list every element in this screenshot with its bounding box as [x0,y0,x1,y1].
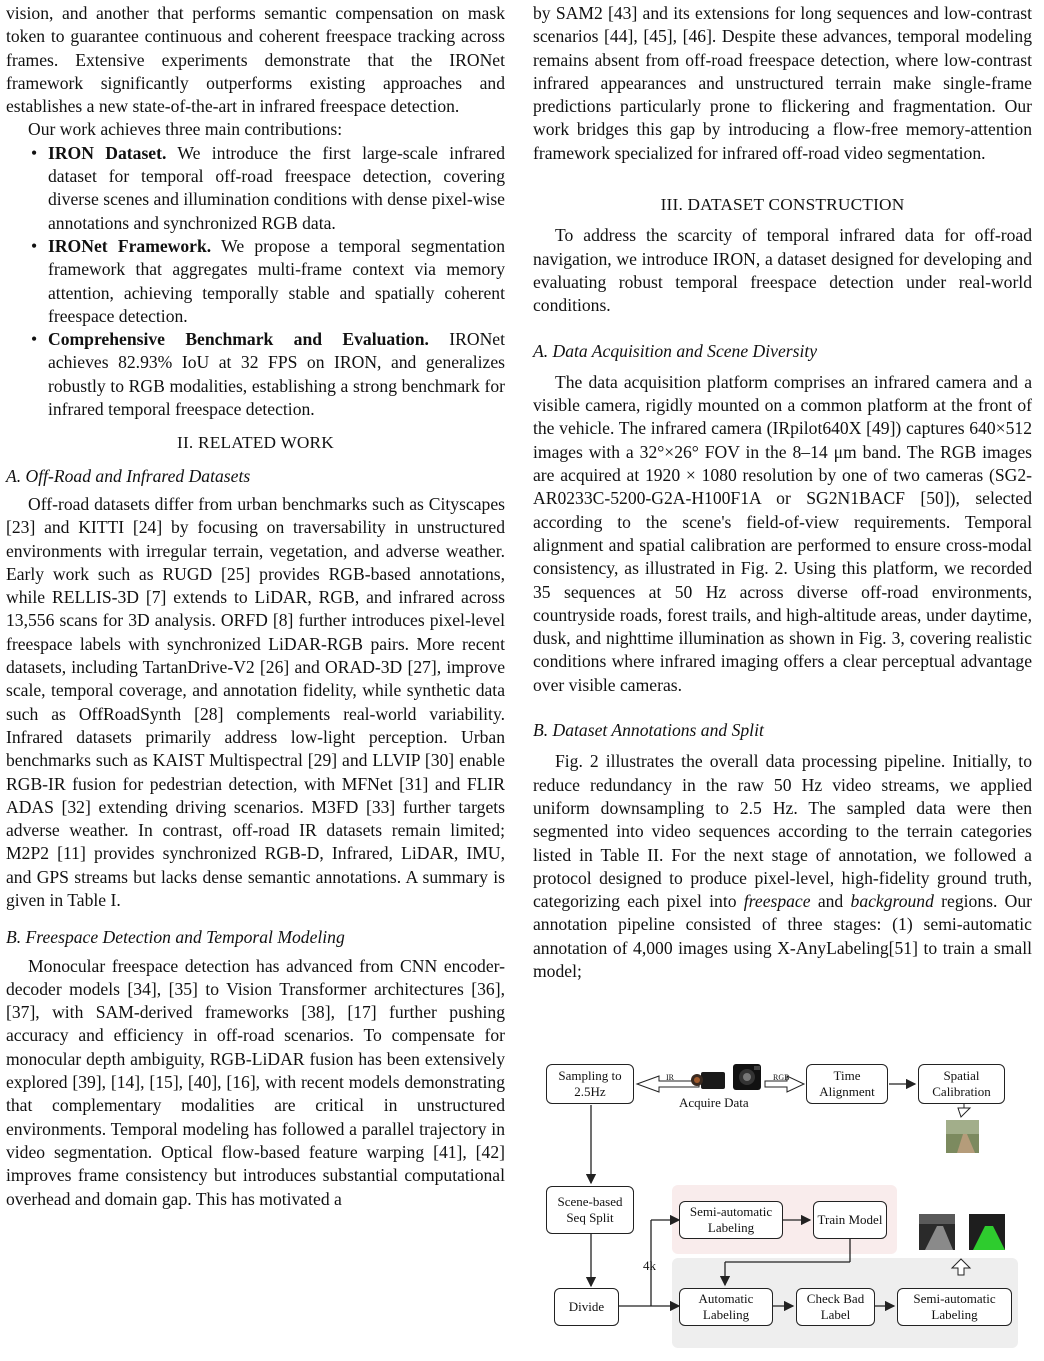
section-heading-related-work: II. RELATED WORK [177,433,334,453]
rgb-tag: RGB [773,1073,790,1082]
ir-sample-image [919,1214,955,1250]
spatial-calibration-box: Spatial Calibration [918,1064,1005,1104]
acquire-data-label: Acquire Data [679,1095,749,1110]
semi-auto-labeling-box-2: Semi-automatic Labeling [897,1288,1012,1326]
body-paragraph: Off-road datasets differ from urban benchmarks such as Cityscapes [23] and KITTI [24] by focusing on traversability in unstructured environments with irregular terrain, vegetation, and adverse weather. Early work such as RUGD [25] provides RGB-based annotations, while RELLIS-3D [7] extends to LiDAR, RGB, and infrared across 13,556 scans for 3D analysis. ORFD [8] further introduces pixel-level freespace labels with synchronized LiDAR-RGB pairs. More recent datasets, including TartanDrive-V2 [26] and ORAD-3D [27], improve scale, temporal coverage, and annotation fidelity, while synthetic data such as OffRoadSynth [28] complements real-world variability. Infrared datasets primarily address low-light perception. Urban benchmarks such as KAIST Multispectral [29] and LLVIP [30] enable RGB-IR fusion for pedestrian detection, with MFNet [31] and FLIR ADAS [32] extending driving scenarios. M3FD [33] further targets adverse weather. In contrast, off-road IR datasets remain limited; M2P2 [11] provides synchronized RGB-D, Infrared, LiDAR, IMU, and GPS streams but lacks dense semantic annotations. A summary is given in Table I. [6,493,505,910]
divide-box: Divide [554,1288,619,1326]
subsection-heading: B. Freespace Detection and Temporal Modeling [6,927,345,948]
subsection-heading: A. Data Acquisition and Scene Diversity [533,340,818,361]
rgb-sample-image [946,1120,979,1153]
bullet-icon: • [31,142,38,163]
subsection-heading: A. Off-Road and Infrared Datasets [6,465,251,486]
train-model-box: Train Model [813,1201,887,1239]
scene-split-box: Scene-based Seq Split [546,1186,634,1234]
contributions-intro: Our work achieves three main contributions: [28,119,343,140]
sampling-box: Sampling to 2.5Hz [546,1064,634,1104]
body-paragraph: Monocular freespace detection has advanced from CNN encoder-decoder models [34], [35] to Vision Transformer architectures [36], [37], with SAM-derived frameworks [38], [17] further pushing accuracy and efficiency in off-road scenarios. To compensate for monocular depth ambiguity, RGB-LiDAR fusion has been extensively explored [39], [14], [15], [40], [16], with recent models demonstrating that complementary modalities are critical in unstructured environments. Temporal modeling has followed a parallel trajectory in video segmentation. Optical flow-based feature warping [41], [42] improves frame consistency but introduces substantial computational overhead and domain gap. This has motivated a [6,955,505,1209]
count-label: 4k [643,1258,656,1273]
left-column [6,2,505,1211]
contributions-list [6,142,505,422]
semi-auto-labeling-box: Semi-automatic Labeling [679,1201,783,1239]
intro-paragraph: vision, and another that performs semantic compensation on mask token to guarantee continuous and coherent freespace tracking across frames. Extensive experiments demonstrate that the IRONet framework significantly outperforms existing approaches and establishes a new state-of-the-art in infrared freespace detection. [6,3,505,117]
automatic-labeling-box: Automatic Labeling [679,1288,773,1326]
list-item: • IRON Dataset. We introduce the first large-scale infrared dataset for temporal off-road freespace detection, covering diverse scenes and illumination conditions with dense pixel-wise annotations and synchronized RGB data. [31,142,505,233]
time-alignment-box: Time Alignment [806,1064,888,1104]
bullet-icon: • [31,235,38,256]
body-paragraph: To address the scarcity of temporal infrared data for off-road navigation, we introduce IRON, a dataset designed for developing and evaluating robust temporal freespace detection under real-world conditions. [533,225,1032,316]
bullet-icon: • [31,329,38,350]
ir-tag: IR [666,1073,674,1082]
rgb-camera-icon [733,1064,761,1090]
body-paragraph: Fig. 2 illustrates the overall data processing pipeline. Initially, to reduce redundancy in the raw 50 Hz video streams, we applied uniform downsampling to 2.5 Hz. The sampled data were then segmented into video sequences according to the terrain categories listed in Table II. For the next stage of annotation, we followed a protocol designed to produce pixel-level, high-fidelity ground truth, categorizing each pixel into freespace and background regions. Our annotation pipeline consisted of three stages: (1) semi-automatic annotation of 4,000 images using X-AnyLabeling[51] to train a small model; [533,751,1032,981]
check-bad-label-box: Check Bad Label [796,1288,875,1326]
label-sample-image [969,1214,1005,1250]
section-heading-dataset: III. DATASET CONSTRUCTION [660,195,905,215]
body-paragraph: by SAM2 [43] and its extensions for long sequences and low-contrast scenarios [44], [45], [46]. Despite these advances, temporal modeling remains absent from off-road freespace detection, where low-contrast infrared appearances and unstructured terrain make single-frame predictions particularly prone to flickering and fragmentation. Our work bridges this gap by introducing a flow-free memory-attention framework specialized for infrared off-road video segmentation. [533,3,1032,163]
subsection-heading: B. Dataset Annotations and Split [533,720,764,741]
pipeline-figure [533,1058,1038,1361]
body-paragraph: The data acquisition platform comprises an infrared camera and a visible camera, rigidly mounted on a common platform at the front of the vehicle. The infrared camera (IRpilot640X [49]) captures 640×512 images with a 32°×26° FOV in the 8–14 μm band. The RGB images are acquired at 1920 × 1080 resolution by one of two cameras (SG2-AR0233C-5200-G2A-H100F1A or SG2N1BACF [50]), selected according to the scene's field-of-view requirements. Temporal alignment and spatial calibration are performed to ensure cross-modal consistency, as illustrated in Fig. 2. Using this platform, we recorded 35 sequences at 50 Hz across diverse off-road environments, countryside roads, forest trails, and high-altitude areas, under daytime, dusk, and nighttime illumination as shown in Fig. 3, covering realistic conditions where infrared imaging offers a clear perceptual advantage over visible cameras. [533,371,1032,695]
list-item: • Comprehensive Benchmark and Evaluation. IRONet achieves 82.93% IoU at 32 FPS on IRON, and generalizes robustly to RGB modalities, establishing a strong benchmark for infrared temporal freespace detection. [31,329,505,420]
list-item: • IRONet Framework. We propose a temporal segmentation framework that aggregates multi-frame context via memory attention, achieving temporally stable and spatially coherent freespace detection. [31,235,505,326]
right-column [533,2,1032,983]
